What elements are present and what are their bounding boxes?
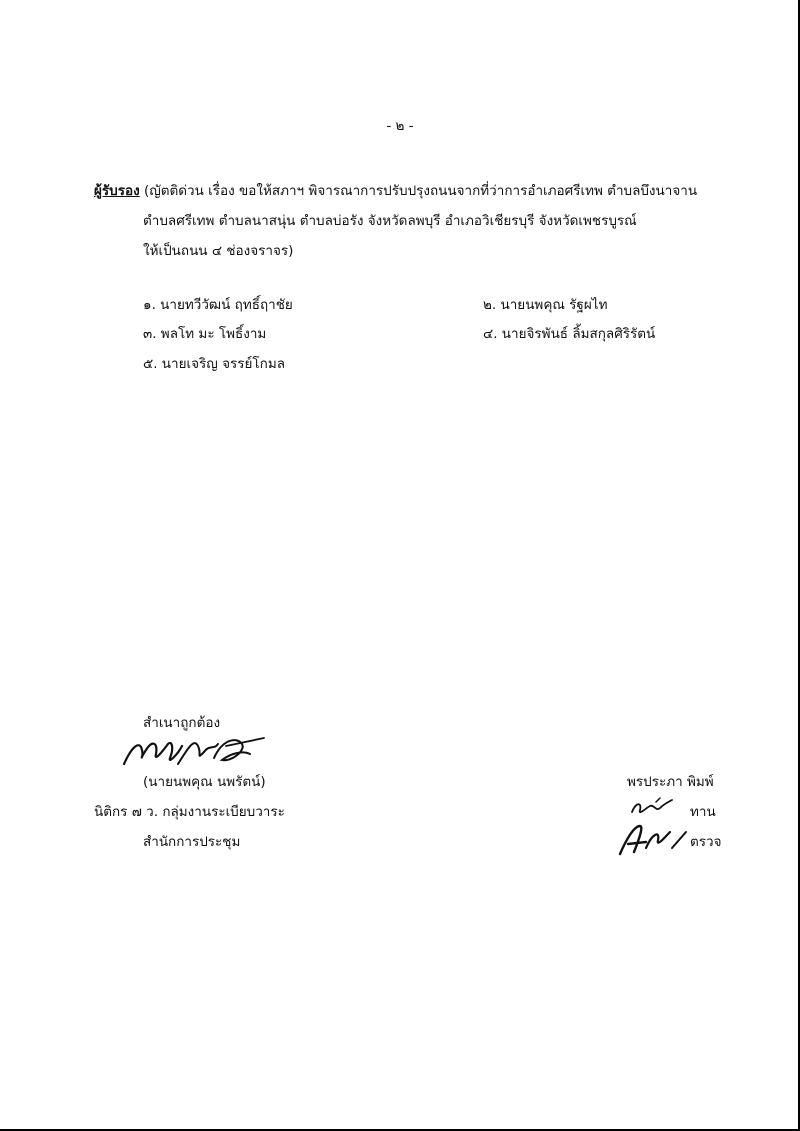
endorser-3: ๓. พลโท มะ โพธิ์งาม (143, 326, 267, 342)
endorser-4: ๔. นายจิรพันธ์ ลิ้มสกุลศิริรัตน์ (483, 326, 656, 342)
page-number: - ๒ - (386, 118, 414, 134)
reviewer-label: ทาน (690, 804, 716, 820)
certifier-position: นิติกร ๗ ว. กลุ่มงานระเบียบวาระ (94, 804, 285, 820)
endorser-1: ๑. นายทวีวัฒน์ ฤทธิ์ฤาชัย (143, 297, 293, 313)
initials-checker (616, 822, 688, 858)
certification-title: สำเนาถูกต้อง (143, 715, 221, 731)
endorsement-line-1 (94, 182, 697, 200)
endorsement-line-2: ตำบลศรีเทพ ตำบลนาสนุ่น ตำบลบ่อรัง จังหวัดลพบุรี อำเภอวิเชียรบุรี จังหวัดเพชรบูรณ์ (143, 213, 637, 229)
endorser-5: ๕. นายเจริญ จรรย์โกมล (143, 356, 286, 372)
checker-label: ตรวจ (690, 834, 722, 850)
endorsement-line-3: ให้เป็นถนน ๔ ช่องจราจร) (143, 243, 294, 259)
endorsement-text-1: (ญัตติด่วน เรื่อง ขอให้สภาฯ พิจารณาการปรับปรุงถนนจากที่ว่าการอำเภอศรีเทพ ตำบลบึงนาจาน (143, 183, 698, 199)
typist-name: พรประภา พิมพ์ (627, 774, 714, 790)
certifier-office: สำนักการประชุม (143, 834, 241, 850)
signature-certifier (118, 732, 268, 772)
initials-reviewer (628, 796, 676, 820)
endorser-2: ๒. นายนพคุณ รัฐผไท (483, 297, 608, 313)
certifier-name: (นายนพคุณ นพรัตน์) (143, 774, 266, 790)
endorsement-label: ผู้รับรอง (94, 183, 140, 199)
